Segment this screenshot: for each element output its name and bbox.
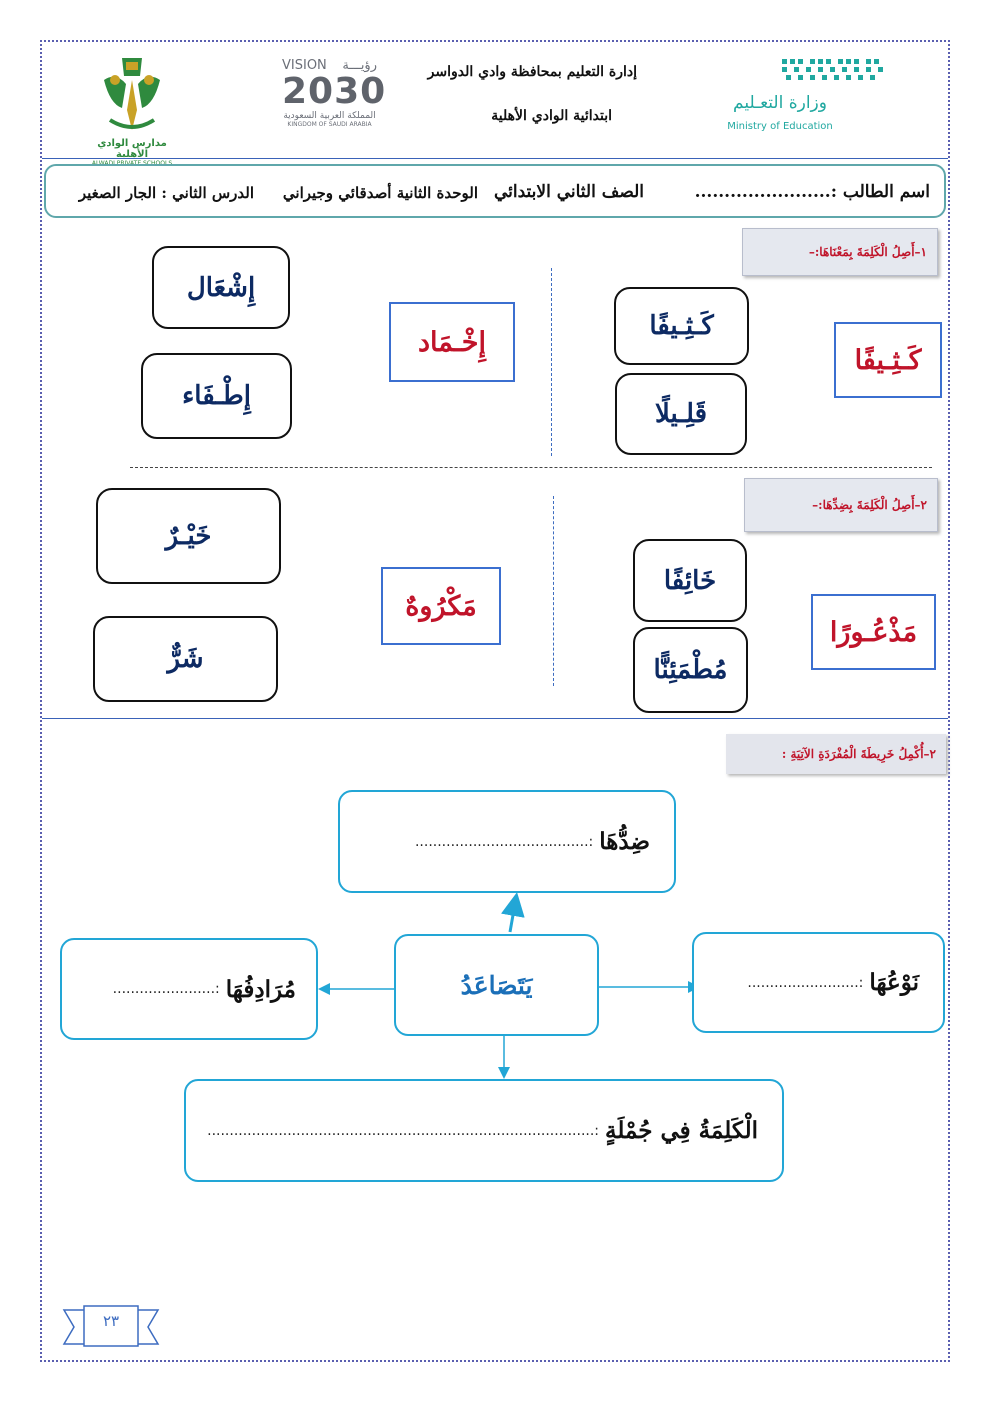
vision-word-en: VISION (282, 58, 327, 73)
vision-kingdom-ar: المملكة العربية السعودية (283, 111, 376, 121)
student-name-field[interactable]: اسم الطالب :....................... (694, 182, 930, 202)
page-number-ribbon (60, 1302, 162, 1352)
s2-target-right: مَذْعُـورًا (811, 594, 936, 670)
section3-title: ٢–أُكْمِلُ خَرِيطَةَ الْمُفْرَدَةِ الآتِيَةِ : (726, 734, 946, 774)
s2-option-4[interactable]: شَرٌّ (93, 616, 278, 702)
ministry-name-ar: وزارة التعـليم (733, 93, 827, 113)
map-bottom-box[interactable] (184, 1079, 784, 1182)
s1-option-1[interactable]: كَـثِـيفًا (614, 287, 749, 365)
map-right-label: نَوْعُهَا (869, 969, 919, 996)
s2-option-1[interactable]: خَائِفًا (633, 539, 747, 622)
map-left-box[interactable] (60, 938, 318, 1040)
page-number: ٢٣ (102, 1312, 120, 1330)
s1-option-4[interactable]: إِطْـفَاء (141, 353, 292, 439)
map-right-box[interactable] (692, 932, 945, 1033)
s1-option-2[interactable]: قَلِـيلًا (615, 373, 747, 455)
section1-title: ١–أَصِلُ الْكَلِمَةَ بِمَعْنَاهَا:– (742, 228, 938, 276)
map-top-box[interactable] (338, 790, 676, 893)
unit-label: الوحدة الثانية أصدقائي وجيراني (282, 184, 478, 202)
ministry-name-en: Ministry of Education (727, 121, 833, 132)
s2-option-3[interactable]: خَيْـرٌ (96, 488, 281, 584)
map-left-dots: :....................... (112, 981, 220, 997)
alwadi-name-en: ALWADI PRIVATE SCHOOLS (91, 160, 173, 167)
school-line: ابتدائية الوادي الأهلية (491, 108, 612, 124)
alwadi-name-ar: مدارس الوادي الأهلية (97, 138, 167, 160)
vision-year: 2030 (282, 71, 387, 112)
map-center-box (394, 934, 599, 1036)
vision-word-ar: رؤيـــة (342, 58, 377, 73)
admin-line: إدارة التعليم بمحافظة وادي الدواسر (427, 64, 637, 80)
s1-option-3[interactable]: إِشْعَال (152, 246, 290, 329)
vision-kingdom-en: KINGDOM OF SAUDI ARABIA (287, 121, 372, 128)
map-center-word: يَتَصَاعَدُ (460, 970, 533, 1000)
section2-title: ٢–أَصِلُ الْكَلِمَةَ بِضِدِّهَا:– (744, 478, 938, 532)
map-left-label: مُرَادِفُهَا (225, 975, 296, 1003)
map-top-label: ضِدُّهَا (599, 828, 650, 855)
s2-option-2[interactable]: مُطْمَئِنًّا (633, 627, 748, 713)
map-right-dots: :......................... (747, 974, 864, 991)
s1-target-right: كَـثِـيفًا (834, 322, 942, 398)
s2-target-left: مَكْرُوهٌ (381, 567, 501, 645)
map-top-dots: :....................................... (414, 833, 594, 850)
map-bottom-label: الْكَلِمَةُ فِي جُمْلَةٍ (605, 1117, 758, 1144)
grade-label: الصف الثاني الابتدائي (493, 182, 644, 202)
map-bottom-dots: :....................................................................................... (207, 1122, 600, 1139)
lesson-label: الدرس الثاني : الجار الصغير (78, 184, 254, 202)
s1-target-left: إِخْـمَاد (389, 302, 515, 382)
